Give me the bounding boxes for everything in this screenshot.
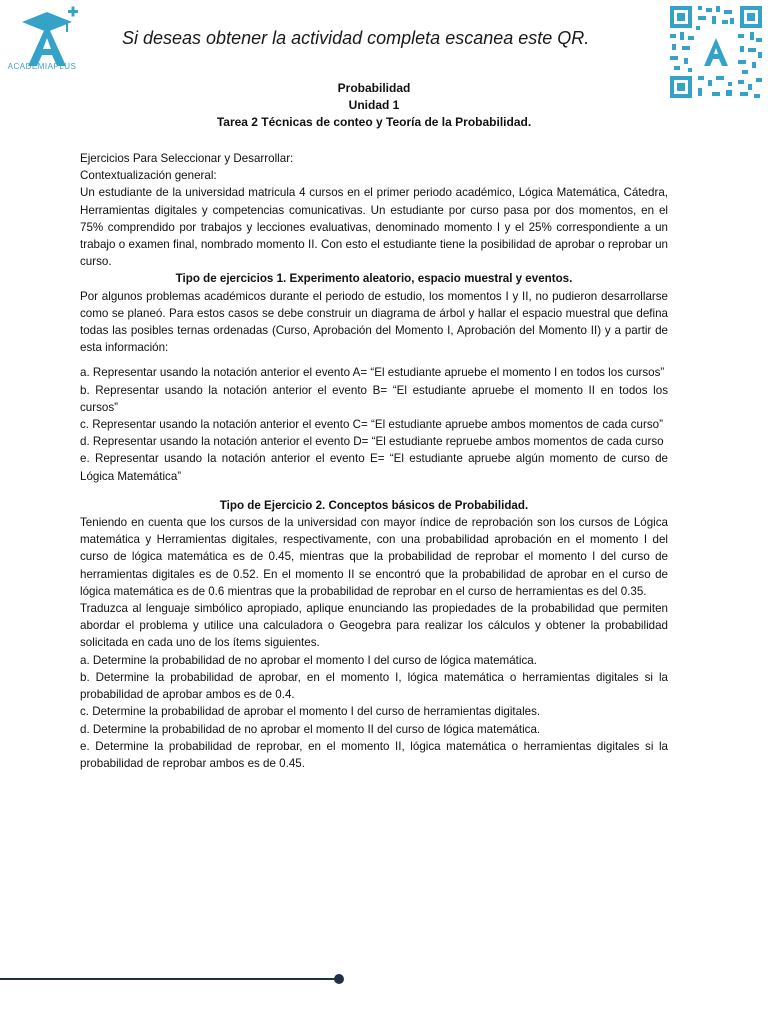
spacer	[80, 485, 668, 497]
context-heading: Contextualización general:	[80, 169, 217, 183]
exercise-type2-instructions: Traduzca al lenguaje simbólico apropiado, aplique enunciando las propiedades de la probabilidad que permiten abordar el problema y utilice una calculadora o Geogebra para realizar los cálculos y obtener la probabilidad solicitada en cada uno de los ítems siguientes.	[80, 602, 668, 650]
footer-divider	[0, 978, 340, 980]
footer-dot-icon	[334, 974, 344, 984]
document-body	[80, 150, 668, 772]
type1-item: d. Representar usando la notación anterior el evento D= “El estudiante repruebe ambos momentos de cada curso	[80, 435, 664, 449]
spacer	[80, 356, 668, 364]
type1-item: c. Representar usando la notación anterior el evento C= “El estudiante apruebe ambos momentos de cada curso”	[80, 418, 663, 432]
type1-item: a. Representar usando la notación anterior el evento A= “El estudiante apruebe el momento I en todos los cursos”	[80, 366, 665, 380]
exercise-type2-heading: Tipo de Ejercicio 2. Conceptos básicos de Probabilidad.	[219, 498, 529, 512]
title-task: Tarea 2 Técnicas de conteo y Teoría de la Probabilidad.	[216, 115, 532, 129]
logo-text: ACADEMIAPLUS	[7, 62, 77, 71]
type1-item: e. Representar usando la notación anterior el evento E= “El estudiante apruebe algún momento de curso de Lógica Matemática”	[80, 452, 668, 483]
exercise-type2-paragraph: Teniendo en cuenta que los cursos de la universidad con mayor índice de reprobación son los cursos de Lógica matemática y Herramientas digitales, respectivamente, con una probabilidad aprobación en el momento I del curso de lógica matemática es de 0.45, mientras que la probabilidad de reprobar el momento I del curso de herramientas digitales es de 0.52. En el momento II se encontró que la probabilidad de aprobar en el curso de lógica matemática es de 0.6 mientras que la probabilidad de reprobar en el curso de herramientas es del 0.35.	[80, 516, 668, 598]
type2-item: d. Determine la probabilidad de no aprobar el momento II del curso de lógica matemática.	[80, 722, 541, 736]
title-unit: Unidad 1	[348, 98, 400, 112]
qr-code-icon[interactable]	[668, 4, 764, 100]
exercise-type1-paragraph: Por algunos problemas académicos durante el periodo de estudio, los momentos I y II, no pudieron desarrollarse como se planeó. Para estos casos se debe construir un diagrama de árbol y hallar el espacio muestral que defina todas las posibles ternas ordenadas (Curso, Aprobación del Momento I, Aprobación del Momento II) y a partir de esta información:	[80, 289, 668, 355]
promo-text: Si deseas obtener la actividad completa escanea este QR.	[122, 28, 590, 48]
section-heading: Ejercicios Para Seleccionar y Desarrollar:	[80, 152, 294, 165]
title-subject: Probabilidad	[337, 81, 411, 95]
type2-item: c. Determine la probabilidad de aprobar el momento I del curso de herramientas digitales.	[80, 705, 541, 719]
context-paragraph: Un estudiante de la universidad matricula 4 cursos en el primer periodo académico, Lógica Matemática, Cátedra, Herramientas digitales y competencias comunicativas. Un estudiante por curso pasa por dos momentos, en el 75% comprendido por trabajos y lecciones evaluativas, denominado momento I y el 25% correspondiente a un trabajo o examen final, nombrado momento II. Con esto el estudiante tiene la posibilidad de aprobar o reprobar un curso.	[80, 186, 668, 269]
page-header	[0, 0, 768, 80]
exercise-type1-heading: Tipo de ejercicios 1. Experimento aleatorio, espacio muestral y eventos.	[175, 272, 573, 286]
type2-item: a. Determine la probabilidad de no aprobar el momento I del curso de lógica matemática.	[80, 653, 537, 667]
document-titles	[80, 80, 668, 131]
type1-item: b. Representar usando la notación anterior el evento B= “El estudiante apruebe el momento II en todos los cursos”	[80, 383, 668, 414]
type2-item: b. Determine la probabilidad de aprobar, en el momento I, lógica matemática o herramientas digitales si la probabilidad de aprobar ambos es de 0.4.	[80, 670, 668, 702]
type2-item: e. Determine la probabilidad de reprobar, en el momento II, lógica matemática o herramientas digitales si la probabilidad de reprobar ambos es de 0.45.	[80, 739, 668, 770]
